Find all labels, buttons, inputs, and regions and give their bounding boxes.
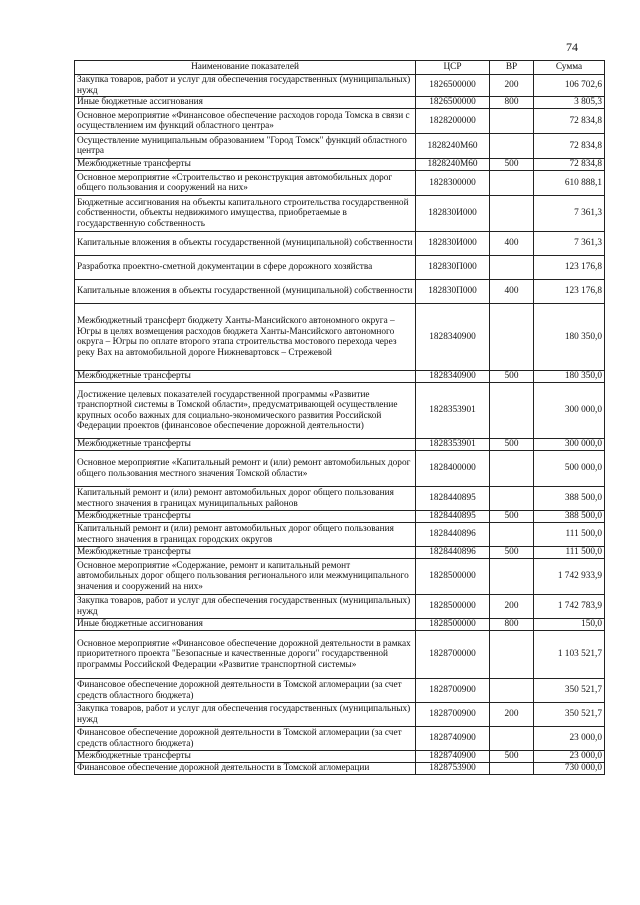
row-sum-cell: 23 000,0 [534, 751, 605, 763]
table-row [75, 97, 605, 109]
row-vr-cell: 500 [490, 751, 534, 763]
row-vr-cell [490, 451, 534, 487]
row-name-cell: Закупка товаров, работ и услуг для обеспечения государственных (муниципальных) нужд [75, 703, 416, 727]
row-vr-cell: 500 [490, 371, 534, 383]
row-vr-cell: 500 [490, 547, 534, 559]
table-row [75, 196, 605, 232]
row-csr-cell: 1828200000 [416, 109, 490, 134]
row-vr-cell [490, 196, 534, 232]
row-csr-cell: 1828440896 [416, 523, 490, 547]
row-csr-cell: 182830П000 [416, 256, 490, 280]
row-sum-cell: 7 361,3 [534, 196, 605, 232]
table-row [75, 487, 605, 511]
row-name-cell: Финансовое обеспечение дорожной деятельности в Томской агломерации [75, 763, 416, 775]
row-vr-cell [490, 763, 534, 775]
table-row [75, 171, 605, 196]
row-name-cell: Межбюджетный трансферт бюджету Ханты-Мансийского автономного округа – Югры в целях возмещения расходов бюджета Ханты-Мансийского автономного округа – Югры по оплате второго этапа строительства мостового перехода через реку Вах на автомобильной дороге Нижневартовск – Стрежевой [75, 304, 416, 371]
row-sum-cell: 72 834,8 [534, 109, 605, 134]
row-vr-cell [490, 134, 534, 159]
table-row [75, 511, 605, 523]
row-csr-cell: 1828740900 [416, 751, 490, 763]
row-sum-cell: 106 702,6 [534, 75, 605, 97]
row-csr-cell: 182830И000 [416, 196, 490, 232]
row-sum-cell: 388 500,0 [534, 487, 605, 511]
row-vr-cell: 500 [490, 439, 534, 451]
row-vr-cell: 200 [490, 703, 534, 727]
table-row [75, 304, 605, 371]
row-sum-cell: 180 350,0 [534, 304, 605, 371]
table-row [75, 75, 605, 97]
table-row [75, 451, 605, 487]
row-vr-cell: 400 [490, 232, 534, 256]
row-vr-cell [490, 523, 534, 547]
row-vr-cell [490, 487, 534, 511]
table-body [75, 75, 605, 775]
row-name-cell: Закупка товаров, работ и услуг для обеспечения государственных (муниципальных) нужд [75, 595, 416, 619]
row-name-cell: Капитальный ремонт и (или) ремонт автомобильных дорог общего пользования местного значения в границах муниципальных районов [75, 487, 416, 511]
row-name-cell: Основное мероприятие «Капитальный ремонт и (или) ремонт автомобильных дорог общего пользования местного значения Томской области» [75, 451, 416, 487]
table-row [75, 383, 605, 439]
row-vr-cell [490, 727, 534, 751]
table-row [75, 763, 605, 775]
row-csr-cell: 1828240М60 [416, 159, 490, 171]
row-csr-cell: 1828400000 [416, 451, 490, 487]
row-vr-cell: 800 [490, 619, 534, 631]
row-sum-cell: 610 888,1 [534, 171, 605, 196]
row-csr-cell: 182830П000 [416, 280, 490, 304]
row-sum-cell: 23 000,0 [534, 727, 605, 751]
table-row [75, 751, 605, 763]
row-csr-cell: 1828440895 [416, 487, 490, 511]
row-name-cell: Межбюджетные трансферты [75, 159, 416, 171]
row-sum-cell: 350 521,7 [534, 679, 605, 703]
row-sum-cell: 3 805,3 [534, 97, 605, 109]
row-vr-cell [490, 256, 534, 280]
row-name-cell: Закупка товаров, работ и услуг для обеспечения государственных (муниципальных) нужд [75, 75, 416, 97]
table-row [75, 727, 605, 751]
table-row [75, 159, 605, 171]
row-name-cell: Достижение целевых показателей государственной программы «Развитие транспортной системы в Томской области», предусматривающей осуществление крупных особо важных для социально-экономического развития Российской Федерации проектов (финансовое обеспечение дорожной деятельности) [75, 383, 416, 439]
header-csr: ЦСР [416, 61, 490, 75]
row-name-cell: Основное мероприятие «Финансовое обеспечение расходов города Томска в связи с осуществлением им функций областного центра» [75, 109, 416, 134]
row-name-cell: Межбюджетные трансферты [75, 371, 416, 383]
row-csr-cell: 1828700900 [416, 679, 490, 703]
row-name-cell: Иные бюджетные ассигнования [75, 97, 416, 109]
table-row [75, 232, 605, 256]
table-row [75, 595, 605, 619]
row-csr-cell: 1828300000 [416, 171, 490, 196]
row-sum-cell: 111 500,0 [534, 547, 605, 559]
row-csr-cell: 1828700000 [416, 631, 490, 679]
row-csr-cell: 1828500000 [416, 619, 490, 631]
page-number: 74 [566, 40, 578, 54]
row-sum-cell: 123 176,8 [534, 280, 605, 304]
row-name-cell: Межбюджетные трансферты [75, 511, 416, 523]
table-row [75, 679, 605, 703]
row-sum-cell: 350 521,7 [534, 703, 605, 727]
row-csr-cell: 1828753900 [416, 763, 490, 775]
row-sum-cell: 1 742 933,9 [534, 559, 605, 595]
row-vr-cell: 200 [490, 75, 534, 97]
table-row [75, 439, 605, 451]
row-name-cell: Финансовое обеспечение дорожной деятельности в Томской агломерации (за счет средств областного бюджета) [75, 679, 416, 703]
row-csr-cell: 1828700900 [416, 703, 490, 727]
row-name-cell: Основное мероприятие «Финансовое обеспечение дорожной деятельности в рамках приоритетного проекта "Безопасные и качественные дороги" государственной программы Российской Федерации «Развитие транспортной системы» [75, 631, 416, 679]
row-sum-cell: 300 000,0 [534, 439, 605, 451]
header-sum: Сумма [534, 61, 605, 75]
row-sum-cell: 1 103 521,7 [534, 631, 605, 679]
row-vr-cell: 500 [490, 159, 534, 171]
row-sum-cell: 730 000,0 [534, 763, 605, 775]
row-vr-cell [490, 304, 534, 371]
row-name-cell: Осуществление муниципальным образованием "Город Томск" функций областного центра [75, 134, 416, 159]
row-name-cell: Капитальные вложения в объекты государственной (муниципальной) собственности [75, 280, 416, 304]
table-row [75, 619, 605, 631]
row-name-cell: Межбюджетные трансферты [75, 751, 416, 763]
row-csr-cell: 1828340900 [416, 371, 490, 383]
row-name-cell: Межбюджетные трансферты [75, 439, 416, 451]
row-name-cell: Основное мероприятие «Содержание, ремонт и капитальный ремонт автомобильных дорог общего пользования регионального или межмуниципального значения и сооружений на них» [75, 559, 416, 595]
row-vr-cell: 200 [490, 595, 534, 619]
table-row [75, 256, 605, 280]
row-sum-cell: 123 176,8 [534, 256, 605, 280]
budget-table [74, 60, 605, 775]
row-sum-cell: 1 742 783,9 [534, 595, 605, 619]
header-name: Наименование показателей [75, 61, 416, 75]
row-sum-cell: 180 350,0 [534, 371, 605, 383]
row-csr-cell: 182830И000 [416, 232, 490, 256]
table-header-row [75, 61, 605, 75]
table-row [75, 631, 605, 679]
row-sum-cell: 150,0 [534, 619, 605, 631]
row-csr-cell: 1826500000 [416, 75, 490, 97]
row-name-cell: Бюджетные ассигнования на объекты капитального строительства государственной собственности, объекты недвижимого имущества, приобретаемые в государственную собственность [75, 196, 416, 232]
table-row [75, 523, 605, 547]
row-name-cell: Основное мероприятие «Строительство и реконструкция автомобильных дорог общего пользования и сооружений на них» [75, 171, 416, 196]
row-sum-cell: 111 500,0 [534, 523, 605, 547]
row-sum-cell: 7 361,3 [534, 232, 605, 256]
table-row [75, 703, 605, 727]
table-row [75, 547, 605, 559]
row-vr-cell [490, 631, 534, 679]
row-sum-cell: 72 834,8 [534, 159, 605, 171]
row-csr-cell: 1828353901 [416, 439, 490, 451]
table-row [75, 109, 605, 134]
table-row [75, 134, 605, 159]
row-vr-cell: 400 [490, 280, 534, 304]
table-row [75, 559, 605, 595]
row-vr-cell [490, 383, 534, 439]
row-sum-cell: 72 834,8 [534, 134, 605, 159]
row-name-cell: Капитальные вложения в объекты государственной (муниципальной) собственности [75, 232, 416, 256]
row-vr-cell [490, 171, 534, 196]
row-name-cell: Разработка проектно-сметной документации в сфере дорожного хозяйства [75, 256, 416, 280]
row-sum-cell: 300 000,0 [534, 383, 605, 439]
row-name-cell: Межбюджетные трансферты [75, 547, 416, 559]
row-sum-cell: 388 500,0 [534, 511, 605, 523]
row-vr-cell: 500 [490, 511, 534, 523]
row-name-cell: Капитальный ремонт и (или) ремонт автомобильных дорог общего пользования местного значения в границах городских округов [75, 523, 416, 547]
table-row [75, 280, 605, 304]
row-csr-cell: 1828353901 [416, 383, 490, 439]
row-csr-cell: 1828440895 [416, 511, 490, 523]
row-csr-cell: 1828240М60 [416, 134, 490, 159]
header-vr: ВР [490, 61, 534, 75]
row-vr-cell [490, 679, 534, 703]
row-csr-cell: 1828500000 [416, 595, 490, 619]
row-sum-cell: 500 000,0 [534, 451, 605, 487]
row-name-cell: Финансовое обеспечение дорожной деятельности в Томской агломерации (за счет средств областного бюджета) [75, 727, 416, 751]
table-row [75, 371, 605, 383]
row-name-cell: Иные бюджетные ассигнования [75, 619, 416, 631]
row-vr-cell [490, 109, 534, 134]
row-vr-cell: 800 [490, 97, 534, 109]
row-csr-cell: 1826500000 [416, 97, 490, 109]
row-vr-cell [490, 559, 534, 595]
row-csr-cell: 1828740900 [416, 727, 490, 751]
row-csr-cell: 1828440896 [416, 547, 490, 559]
row-csr-cell: 1828340900 [416, 304, 490, 371]
row-csr-cell: 1828500000 [416, 559, 490, 595]
